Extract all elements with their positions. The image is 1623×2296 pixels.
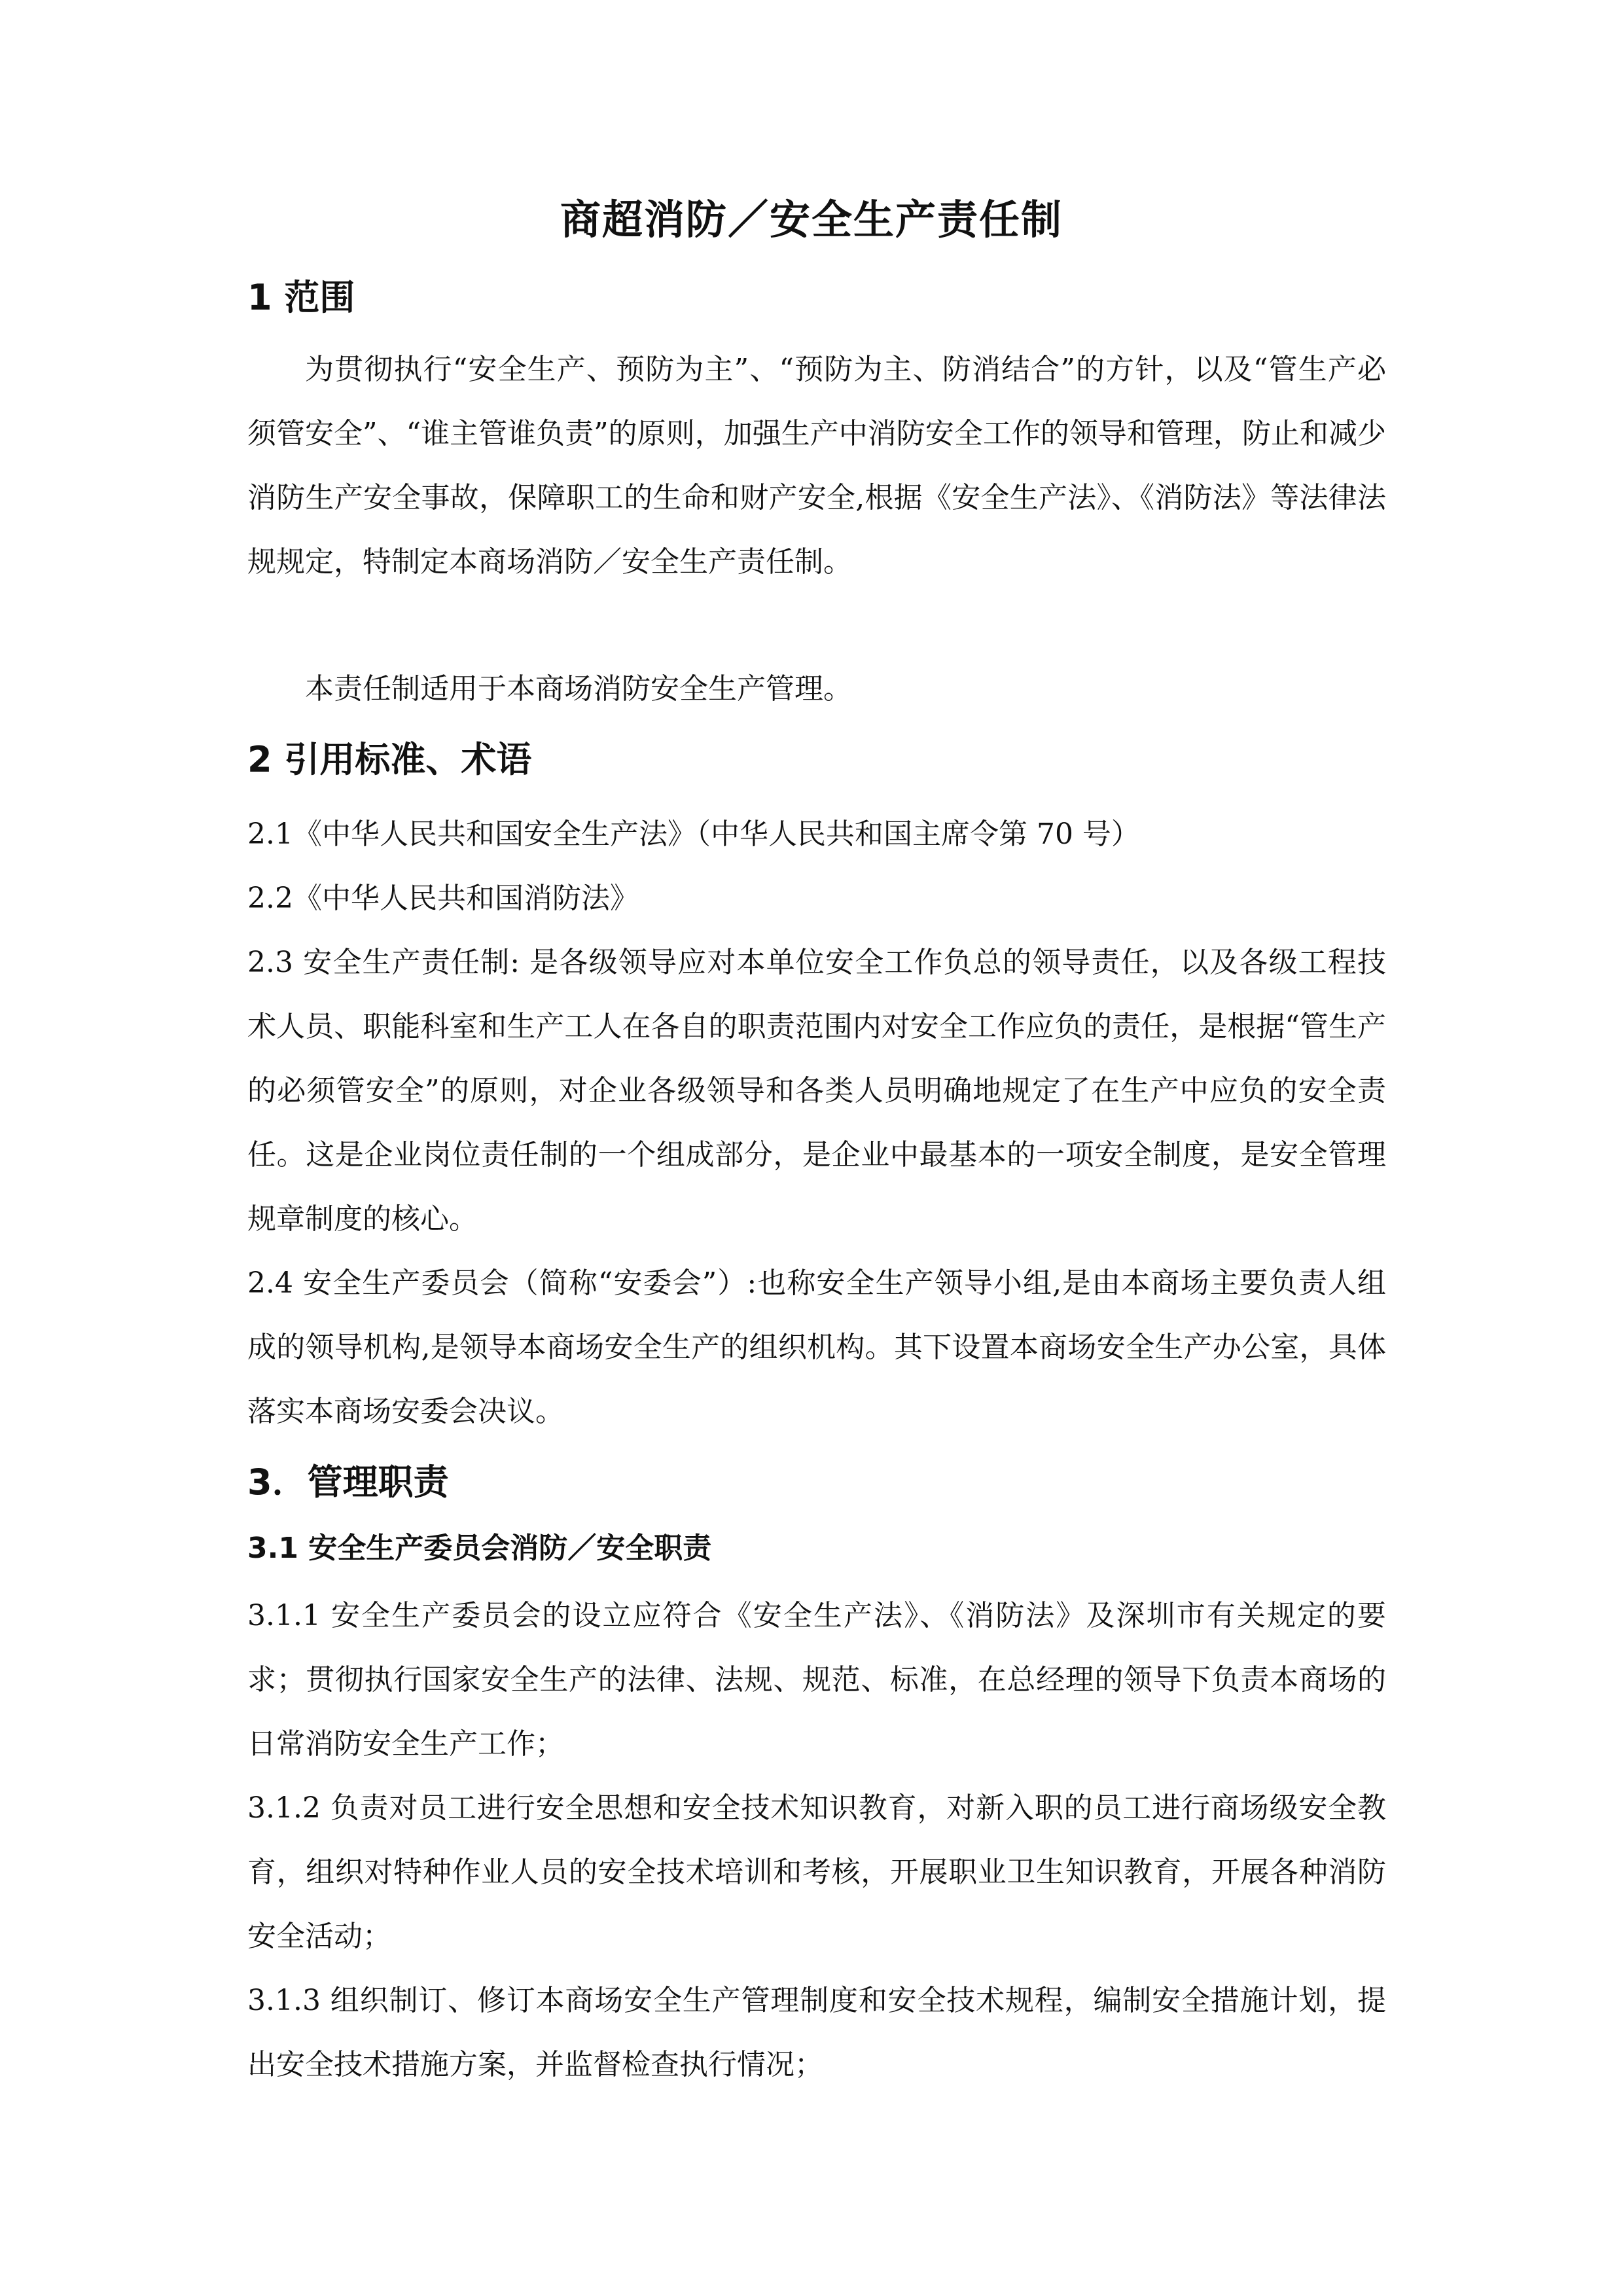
section-1-paragraph-1: 为贯彻执行“安全生产、预防为主”、“预防为主、防消结合”的方针，以及“管生产必须管安全”、“谁主管谁负责”的原则，加强生产中消防安全工作的领导和管理，防止和减少消防生产安全事故，保障职工的生命和财产安全,根据《安全生产法》、《消防法》等法律法规规定，特制定本商场消防／安全生产责任制。 xyxy=(247,353,1386,579)
section-3-1-item-1: 3.1.1 安全生产委员会的设立应符合《安全生产法》、《消防法》及深圳市有关规定的要求；贯彻执行国家安全生产的法律、法规、规范、标准，在总经理的领导下负责本商场的日常消防安全生产工作； xyxy=(247,1599,1386,1761)
section-2-item-1: 2.1《中华人民共和国安全生产法》（中华人民共和国主席令第 70 号） xyxy=(247,817,1140,851)
section-2-item-3: 2.3 安全生产责任制: 是各级领导应对本单位安全工作负总的领导责任，以及各级工程技术人员、职能科室和生产工人在各自的职责范围内对安全工作应负的责任，是根据“管生产的必须管安全”的原则，对企业各级领导和各类人员明确地规定了在生产中应负的安全责任。这是企业岗位责任制的一个组成部分，是企业中最基本的一项安全制度，是安全管理规章制度的核心。 xyxy=(247,946,1386,1236)
section-3-1-heading: 3.1 安全生产委员会消防／安全职责 xyxy=(247,1532,712,1565)
section-1-heading: 1 范围 xyxy=(247,277,355,318)
section-3-1-item-3: 3.1.3 组织制订、修订本商场安全生产管理制度和安全技术规程，编制安全措施计划，提出安全技术措施方案，并监督检查执行情况； xyxy=(247,1984,1386,2081)
section-3-heading: 3．管理职责 xyxy=(247,1462,449,1503)
section-2-heading: 2 引用标准、术语 xyxy=(247,739,532,780)
section-1-paragraph-2: 本责任制适用于本商场消防安全生产管理。 xyxy=(305,672,852,706)
section-2-item-4: 2.4 安全生产委员会（简称“安委会”）:也称安全生产领导小组,是由本商场主要负责人组成的领导机构,是领导本商场安全生产的组织机构。其下设置本商场安全生产办公室，具体落实本商场安委会决议。 xyxy=(247,1266,1386,1428)
document-title: 商超消防／安全生产责任制 xyxy=(560,196,1063,243)
section-2-item-2: 2.2《中华人民共和国消防法》 xyxy=(247,882,639,915)
section-3-1-item-2: 3.1.2 负责对员工进行安全思想和安全技术知识教育，对新入职的员工进行商场级安全教育，组织对特种作业人员的安全技术培训和考核，开展职业卫生知识教育，开展各种消防安全活动； xyxy=(247,1791,1386,1953)
